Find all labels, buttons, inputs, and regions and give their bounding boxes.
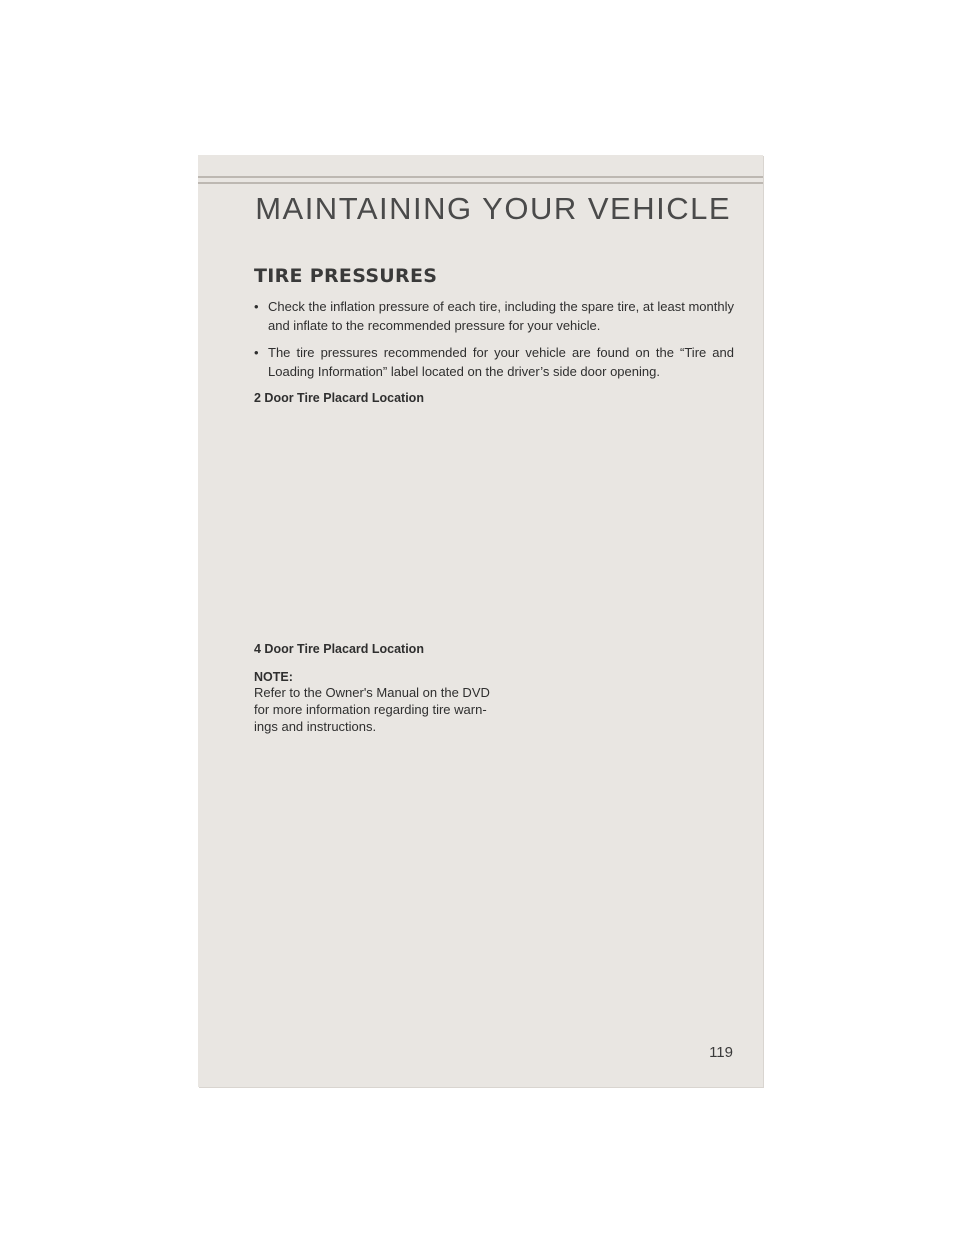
bullet-item (254, 343, 734, 381)
caption-2-door: 2 Door Tire Placard Location (254, 391, 424, 405)
page-title: TIRE PRESSURES (254, 265, 438, 287)
bullet-list (254, 297, 734, 381)
header-rule-top (198, 176, 763, 178)
header-rule-bottom (198, 182, 763, 184)
caption-4-door: 4 Door Tire Placard Location (254, 642, 424, 656)
page-content (254, 265, 734, 735)
bullet-text: Check the inflation pressure of each tire, including the spare tire, at least monthly and inflate to the recommended pressure for your vehicle. (268, 299, 734, 333)
bullet-text: The tire pressures recommended for your vehicle are found on the “Tire and Loading Information” label located on the driver’s side door opening. (268, 345, 734, 379)
bullet-dot: • (254, 299, 259, 314)
bullet-item (254, 297, 734, 335)
figure-area (254, 405, 734, 642)
manual-page (198, 155, 763, 1087)
page-number: 119 (709, 1044, 733, 1061)
bullet-dot: • (254, 345, 259, 360)
section-header: MAINTAINING YOUR VEHICLE (255, 191, 731, 226)
note-label: NOTE: (254, 670, 293, 684)
note-text: Refer to the Owner's Manual on the DVD for more information regarding tire warn- ings and instructions. (254, 685, 490, 734)
